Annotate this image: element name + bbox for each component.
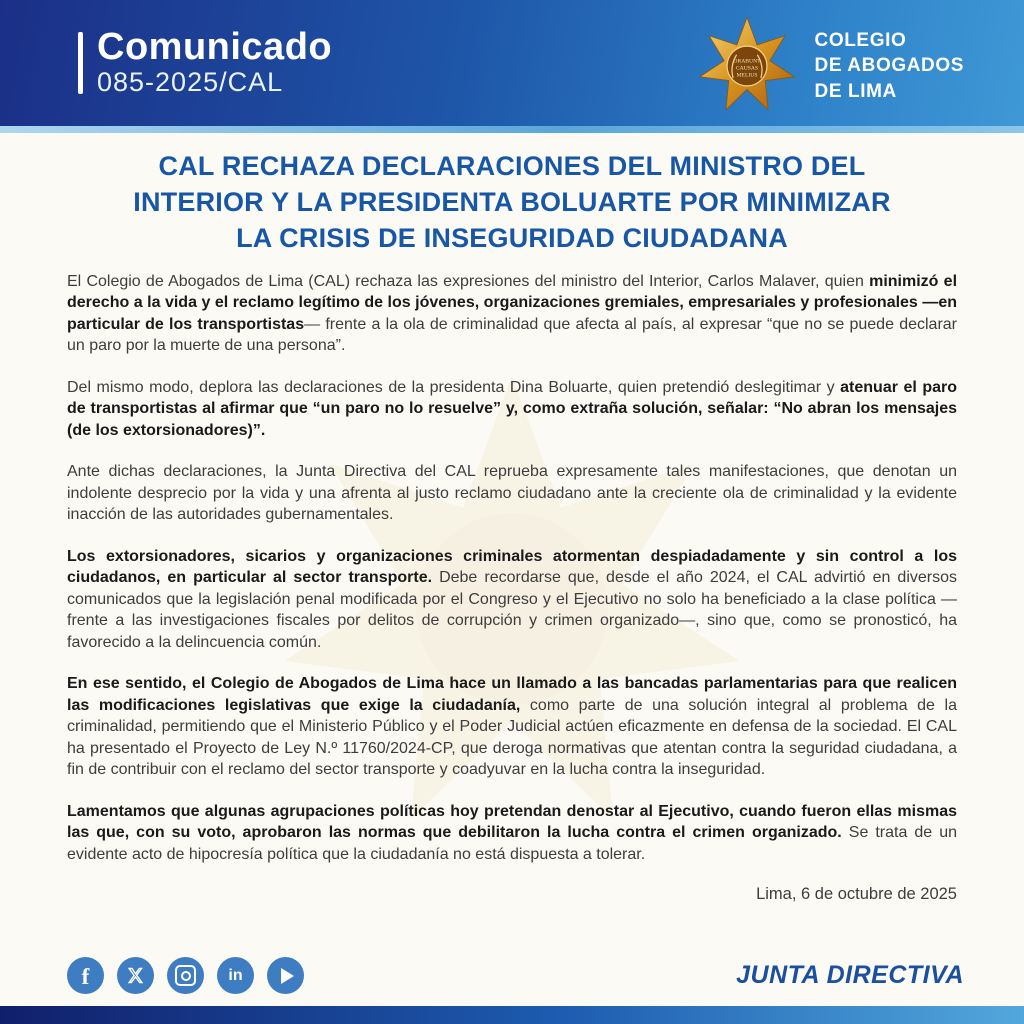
header-accent-bar: [78, 32, 83, 94]
cal-star-logo-icon: [695, 10, 799, 122]
signature: JUNTA DIRECTIVA: [736, 961, 964, 989]
title-line: INTERIOR Y LA PRESIDENTA BOLUARTE POR MINIMIZAR: [133, 186, 891, 217]
logo-motto-line: MELIUS: [736, 72, 757, 79]
paragraph: Los extorsionadores, sicarios y organizaciones criminales atormentan despiadadamente y sin control a los ciudadanos, en particular al sector transporte. Debe recordarse que, desde el año 2024, el CAL advirtió en diversos comunicados que la legislación penal modificada por el Congreso y el Ejecutivo no solo ha beneficiado a la clase política —frente a las investigaciones fiscales por delitos de corrupción y crimen organizado—, sino que, como se pronosticó, ha favorecido a la delincuencia común.: [67, 547, 958, 651]
page-title: [40, 149, 984, 257]
comunicado-label: Comunicado: [97, 25, 333, 68]
logo-motto-line: ORABUNT: [732, 58, 761, 65]
comunicado-block: [78, 25, 333, 99]
header-banner: [0, 0, 1024, 126]
paragraph: Del mismo modo, deplora las declaraciones de la presidenta Dina Boluarte, quien pretendió deslegitimar y atenuar el paro de transportistas al afirmar que “un paro no lo resuelve” y, como extraña solución, señalar: “No abran los mensajes (de los extorsionadores)”.: [67, 378, 958, 439]
title-line: LA CRISIS DE INSEGURIDAD CIUDADANA: [236, 222, 788, 253]
org-brand-block: [695, 10, 964, 122]
header-strip: [0, 126, 1024, 133]
paragraph: Ante dichas declaraciones, la Junta Directiva del CAL reprueba expresamente tales manifestaciones, que denotan un indolente desprecio por la vida y una afrenta al justo reclamo ciudadano ante la creciente ola de criminalidad y la evidente inacción de las autoridades gubernamentales.: [67, 463, 957, 524]
org-name-line: DE LIMA: [814, 80, 897, 102]
instagram-icon[interactable]: [167, 957, 204, 994]
org-name-line: DE ABOGADOS: [814, 55, 964, 77]
linkedin-icon[interactable]: in: [217, 957, 254, 994]
comunicado-number: 085-2025/CAL: [97, 67, 284, 98]
play-icon[interactable]: [267, 957, 304, 994]
paragraph: Lamentamos que algunas agrupaciones políticas hoy pretendan denostar al Ejecutivo, cuando fueron ellas mismas las que, con su voto, aprobaron las normas que debilitaron la lucha contra el crimen organizado. Se trata de un evidente acto de hipocresía política que la ciudadanía no está dispuesta a tolerar.: [67, 802, 957, 863]
dateline: Lima, 6 de octubre de 2025: [756, 885, 957, 904]
x-twitter-icon[interactable]: [117, 957, 154, 994]
facebook-icon[interactable]: f: [67, 957, 104, 994]
logo-motto-line: CAUSAS: [735, 65, 758, 72]
title-line: CAL RECHAZA DECLARACIONES DEL MINISTRO DEL: [158, 151, 866, 181]
paragraph: En ese sentido, el Colegio de Abogados de Lima hace un llamado a las bancadas parlamentarias para que realicen las modificaciones legislativas que exige la ciudadanía, como parte de una solución integral al problema de la criminalidad, permitiendo que el Ministerio Público y el Poder Judicial actúen eficazmente en defensa de la sociedad. El CAL ha presentado el Proyecto de Ley N.º 11760/2024-CP, que deroga normativas que atentan contra la seguridad ciudadana, a fin de contribuir con el reclamo del sector transporte y coadyuvar en la lucha contra la inseguridad.: [67, 675, 957, 779]
social-links: [67, 957, 304, 994]
org-name-line: COLEGIO: [814, 29, 907, 51]
document-body: [0, 149, 1024, 904]
org-name: [815, 28, 964, 105]
body-paragraphs: [67, 271, 957, 866]
paragraph: El Colegio de Abogados de Lima (CAL) rechaza las expresiones del ministro del Interior, Carlos Malaver, quien minimizó el derecho a la vida y el reclamo legítimo de los jóvenes, organizaciones gremiales, empresariales y profesionales —en particular de los transportistas— frente a la ola de criminalidad que afecta al país, al expresar “que no se puede declarar un paro por la muerte de una persona”.: [67, 272, 958, 355]
footer-row: [67, 957, 964, 994]
bottom-bar: [0, 1006, 1024, 1024]
